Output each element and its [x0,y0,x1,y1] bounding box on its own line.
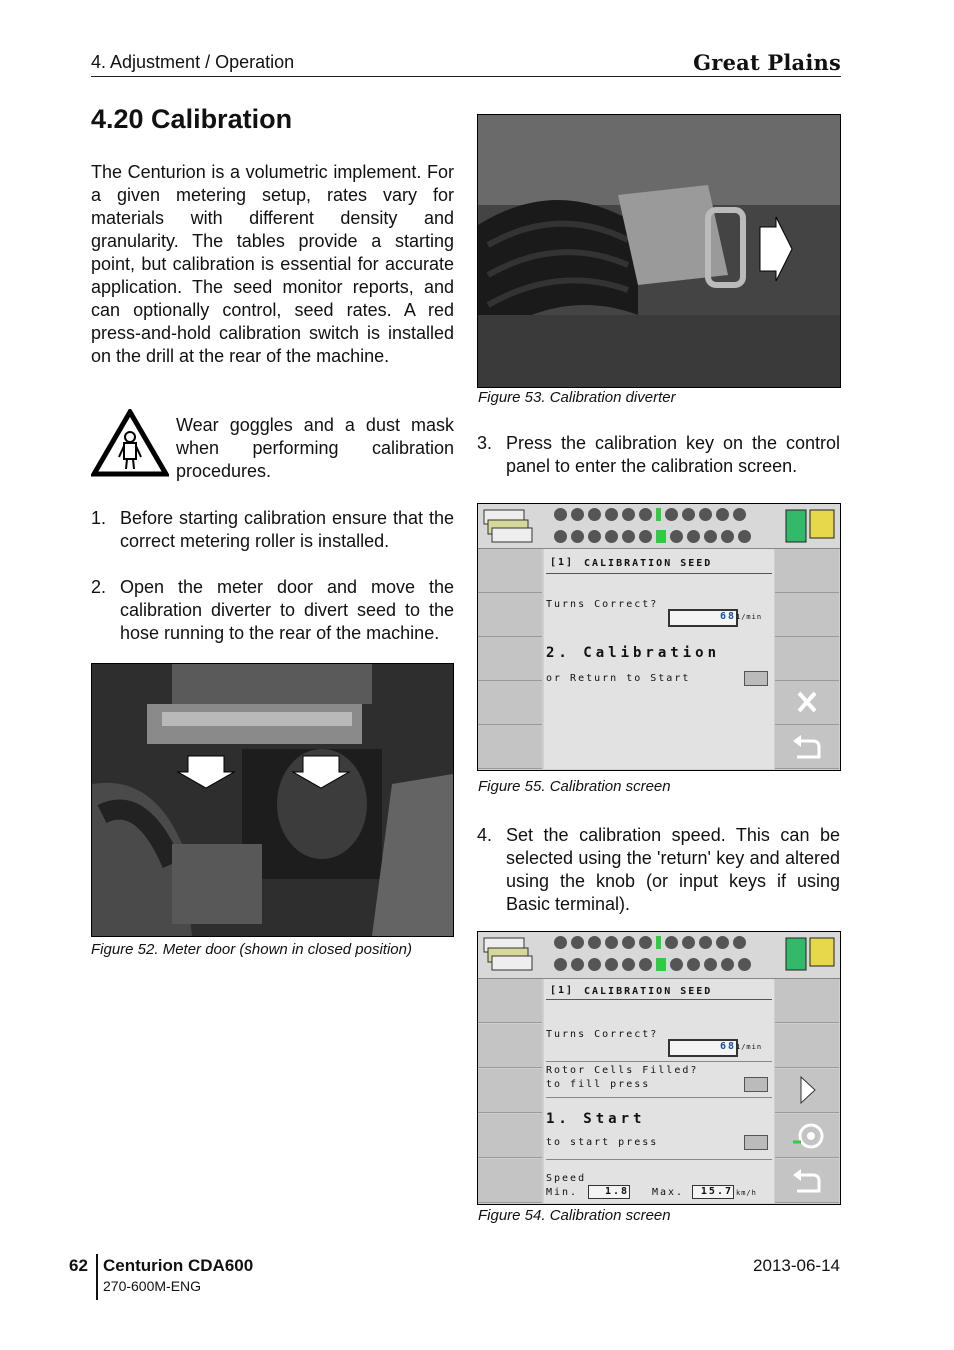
intro-paragraph: The Centurion is a volumetric implement. For a given metering setup, rates vary for materials with different density and granularity. The tables provide a starting point, but calibration is essential for accurate application. The seed monitor reports, and can optionally control, seed rates. A red press-and-hold calibration switch is installed on the drill at the rear of the machine. [91,162,454,366]
calibration-screen-54 [477,931,841,1205]
figure-54-caption: Figure 54. Calibration screen [478,1207,671,1224]
footer-divider [96,1254,98,1300]
left-softkey-4[interactable] [478,1114,542,1158]
publication-date: 2013-06-14 [753,1256,840,1275]
cancel-softkey[interactable] [775,681,839,725]
layout-icon [482,508,540,544]
step-2 [91,576,454,648]
page-number: 62 [69,1256,88,1275]
start-mini-icon[interactable] [744,1135,768,1150]
row-indicators [554,936,774,976]
screen-title: CALIBRATION SEED [584,558,713,569]
status-bar [478,504,840,549]
step-text: Before starting calibration ensure that the correct metering roller is installed. [120,508,454,551]
figure-52-caption: Figure 52. Meter door (shown in closed position) [91,941,412,958]
warning-icon [91,409,169,477]
left-softkey-3[interactable] [478,1069,542,1113]
left-softkey-5[interactable] [478,1159,542,1203]
warning-text: Wear goggles and a dust mask when performing calibration procedures. [176,415,454,481]
return-softkey[interactable] [775,1159,839,1203]
cancel-mini-icon[interactable] [744,671,768,686]
speed-unit: km/h [736,1189,757,1197]
left-softkey-5[interactable] [478,725,542,769]
figure-53-caption: Figure 53. Calibration diverter [478,389,676,406]
calibration-heading: 2. Calibration [546,645,721,661]
calibration-diverter-photo [477,114,841,388]
left-softkey-1[interactable] [478,549,542,593]
row-indicators [554,508,774,548]
speed-label: Speed [546,1173,587,1184]
turns-label: Turns Correct? [546,1029,659,1040]
switch-layout-icon[interactable] [778,506,838,546]
brand-logo: Great Plains [693,50,841,75]
left-softkey-2[interactable] [478,593,542,637]
rotor-icon [775,1114,839,1157]
switch-layout-icon[interactable] [778,934,838,974]
step-text: Press the calibration key on the control panel to enter the calibration screen. [506,433,840,476]
max-speed-field[interactable]: 15.7 [692,1185,734,1199]
return-icon [775,725,839,768]
min-speed-field[interactable]: 1.8 [588,1185,630,1199]
figure-55-caption: Figure 55. Calibration screen [478,778,671,795]
turns-unit: 1/min [736,1043,763,1051]
seed-icon: [1] [550,985,575,996]
calibration-panel [544,979,774,1203]
return-icon [775,1159,839,1202]
turns-label: Turns Correct? [546,599,659,610]
rotor-label: Rotor Cells Filled? [546,1065,699,1076]
step-text: Open the meter door and move the calibration diverter to divert seed to the hose running to the rear of the machine. [120,577,454,643]
turns-value-field[interactable]: 68 [668,1039,738,1057]
seed-icon: [1] [550,557,575,568]
chevron-right-icon [775,1069,839,1112]
right-softkey-2[interactable] [775,593,839,637]
right-softkey-1[interactable] [775,979,839,1023]
rotor-fill-softkey[interactable] [775,1114,839,1158]
step-number: 3. [477,433,493,453]
status-bar [478,932,840,979]
header-rule [91,76,841,77]
min-label: Min. [546,1187,579,1198]
section-header: 4. Adjustment / Operation [91,52,295,72]
step-4 [477,824,840,919]
left-softkey-4[interactable] [478,681,542,725]
left-softkey-3[interactable] [478,637,542,681]
layout-icon [482,936,540,972]
screen-title: CALIBRATION SEED [584,986,713,997]
return-softkey[interactable] [775,725,839,769]
right-softkey-3[interactable] [775,637,839,681]
max-label: Max. [652,1187,685,1198]
step-1 [91,507,454,557]
turns-unit: 1/min [736,613,763,621]
right-softkey-1[interactable] [775,549,839,593]
start-heading: 1. Start [546,1111,646,1127]
step-3 [477,432,840,482]
step-number: 2. [91,577,107,597]
start-subtext: to start press [546,1137,659,1148]
next-softkey[interactable] [775,1069,839,1113]
left-softkey-2[interactable] [478,1024,542,1068]
calibration-screen-55 [477,503,841,771]
right-softkey-2[interactable] [775,1024,839,1068]
turns-value-field[interactable]: 68 [668,609,738,627]
step-number: 4. [477,825,493,845]
model-name: Centurion CDA600 [103,1256,254,1275]
calibration-panel [544,549,774,769]
document-number: 270-600M-ENG [103,1278,202,1294]
rotor-mini-icon[interactable] [744,1077,768,1092]
return-to-start-text: or Return to Start [546,673,691,684]
meter-door-photo [91,663,454,937]
step-number: 1. [91,508,107,528]
left-softkey-1[interactable] [478,979,542,1023]
close-icon [775,681,839,724]
step-text: Set the calibration speed. This can be selected using the 'return' key and altered using the knob (or input keys if using Basic terminal). [506,825,840,914]
rotor-subtext: to fill press [546,1079,651,1090]
page-title: 4.20 Calibration [91,104,293,134]
